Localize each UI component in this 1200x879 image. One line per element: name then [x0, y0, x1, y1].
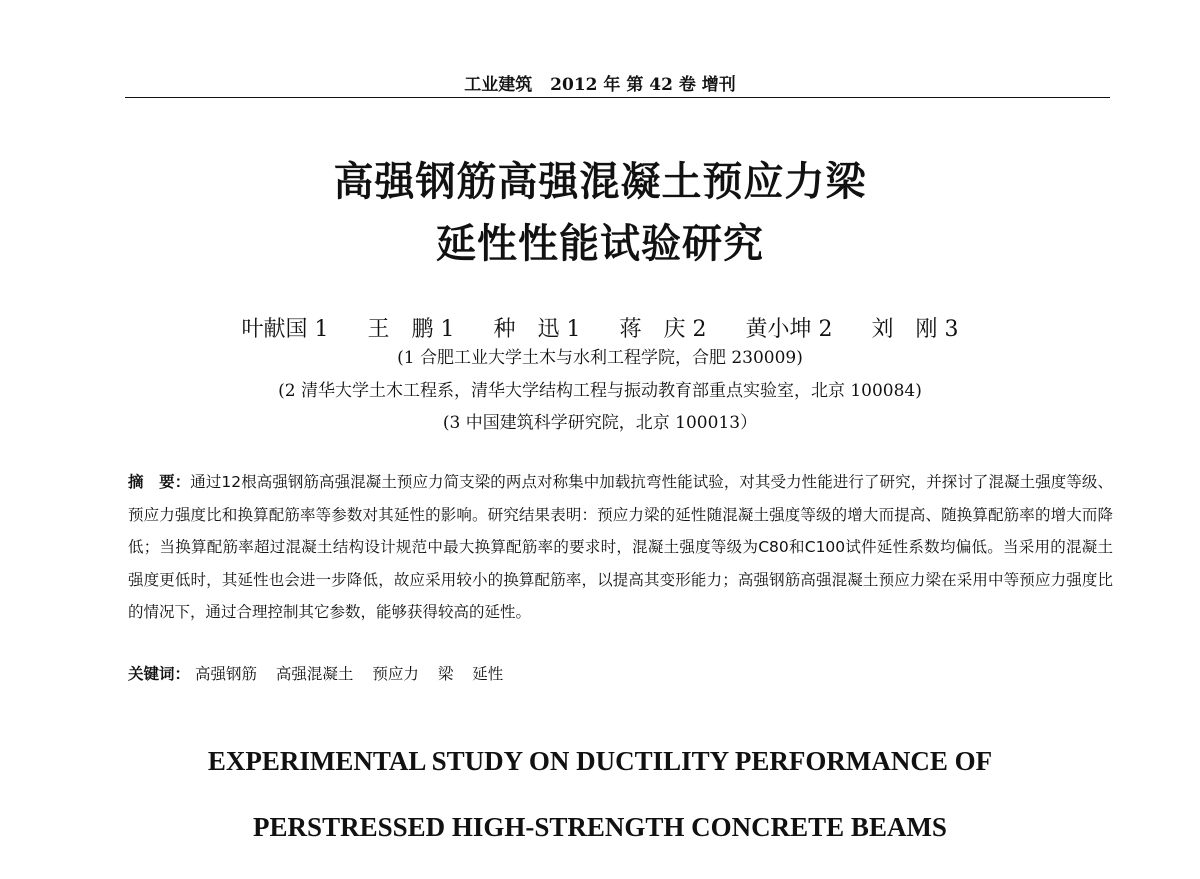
- running-header: [0, 70, 1200, 95]
- abstract-label: 摘 要：: [128, 473, 191, 491]
- keyword: 预应力: [372, 665, 419, 683]
- author: 种 迅 1: [493, 317, 581, 342]
- title-line-2: 延性性能试验研究: [436, 221, 764, 267]
- keyword: 延性: [472, 665, 504, 683]
- author: 刘 刚 3: [871, 317, 959, 342]
- keyword: 高强钢筋: [194, 665, 257, 683]
- issue-info: 2012 年 第 42 卷 增刊: [550, 75, 736, 95]
- abstract: [128, 466, 1113, 629]
- affiliation: (3 中国建筑科学研究院，北京 100013）: [442, 413, 758, 433]
- english-title-line-1: EXPERIMENTAL STUDY ON DUCTILITY PERFORMANCE OF: [207, 746, 993, 776]
- author: 黄小坤 2: [745, 317, 833, 342]
- author: 叶献国 1: [241, 317, 329, 342]
- keyword: 梁: [437, 665, 454, 683]
- abstract-text: 通过12根高强钢筋高强混凝土预应力简支梁的两点对称集中加载抗弯性能试验，对其受力性能进行了研究，并探讨了混凝土强度等级、预应力强度比和换算配筋率等参数对其延性的影响。研究结果表明：预应力梁的延性随混凝土强度等级的增大而提高、随换算配筋率的增大而降低；当换算配筋率超过混凝土结构设计规范中最大换算配筋率的要求时，混凝土强度等级为C80和C100试件延性系数均偏低。当采用的混凝土强度更低时，其延性也会进一步降低，故应采用较小的换算配筋率，以提高其变形能力；高强钢筋高强混凝土预应力梁在采用中等预应力强度比的情况下，通过合理控制其它参数，能够获得较高的延性。: [128, 473, 1113, 621]
- header-rule: [125, 97, 1110, 98]
- keywords-label: 关键词：: [128, 665, 191, 683]
- keyword: 高强混凝土: [275, 665, 354, 683]
- english-title-line-2: PERSTRESSED HIGH-STRENGTH CONCRETE BEAMS: [253, 812, 947, 842]
- title-line-1: 高强钢筋高强混凝土预应力梁: [333, 159, 867, 205]
- journal-name: 工业建筑: [464, 75, 533, 95]
- affiliation: (1 合肥工业大学土木与水利工程学院，合肥 230009): [397, 348, 803, 368]
- author: 王 鹏 1: [367, 317, 455, 342]
- author: 蒋 庆 2: [619, 317, 707, 342]
- keywords: [128, 662, 517, 684]
- affiliation: (2 清华大学土木工程系，清华大学结构工程与振动教育部重点实验室，北京 100084): [278, 381, 922, 401]
- author-list: [0, 312, 1200, 343]
